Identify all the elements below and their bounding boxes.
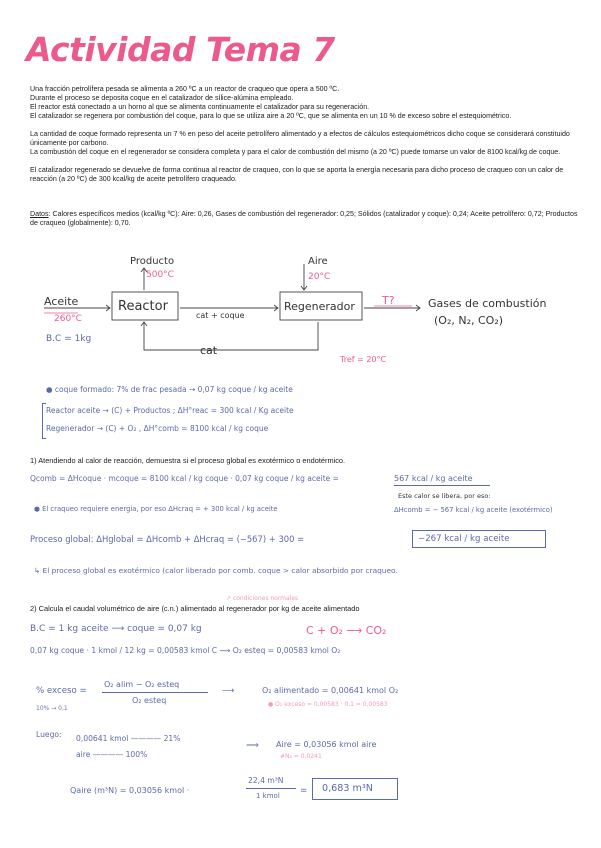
q2-exceso-lhs: % exceso =: [36, 686, 87, 696]
q1-result-underline: [394, 485, 490, 486]
regen-equation: Regenerador → (C) + O₂ , ΔH°comb = 8100 kcal / kg coque: [46, 424, 269, 433]
aire-temp: 20°C: [308, 272, 331, 282]
q2-exceso-num: O₂ alim − O₂ esteq: [104, 680, 180, 689]
q2-implies: ⟹: [246, 741, 259, 751]
t-unknown: T?: [382, 294, 395, 307]
statement-line-1: Una fracción petrolífera pesada se alimenta a 260 ºC a un reactor de craqueo que opera a 500 ºC.: [30, 85, 340, 93]
regenerador-label: Regenerador: [284, 300, 355, 313]
base-calculo: B.C = 1kg: [46, 334, 92, 344]
q1-dhcomb: ΔHcomb = − 567 kcal / kg aceite (exotérmico): [394, 506, 553, 514]
q2-qaire-result: 0,683 m³N: [322, 783, 373, 794]
statement-line-6: La combustión del coque en el regenerador se considera completa y para el calor de combustión del mismo (a 20 ºC) puede tomarse un valor de 8100 kcal/kg de coque.: [30, 148, 561, 156]
flow-mid-label: cat + coque: [196, 311, 245, 320]
q1-conclusion: ↳ El proceso global es exotérmico (calor liberado por comb. coque > calor absorbido por craqueo.: [34, 566, 398, 575]
q2-exceso-den: O₂ esteq: [132, 696, 167, 705]
q2-reaction: C + O₂ ⟶ CO₂: [306, 624, 387, 637]
q2-arrow: ⟶: [222, 686, 235, 696]
q1-craqueo-note: ● El craqueo requiere energía, por eso ΔHcraq = + 300 kcal / kg aceite: [34, 505, 278, 513]
page-title: Actividad Tema 7: [26, 30, 335, 69]
producto-label: Producto: [130, 256, 175, 267]
statement-line-4: El catalizador se regenera por combustión del coque, para lo que se utiliza aire a 20 ºC, que se alimenta en un 10 % de exceso sobre el estequiométrico.: [30, 112, 512, 120]
q2-exceso-fraction-bar: [102, 692, 208, 693]
q2-question: 2) Calcula el caudal volumétrico de aire (c.n.) alimentado al regenerador por kg de aceite alimentado: [30, 604, 360, 613]
aceite-temp: 260°C: [54, 314, 82, 324]
tref-label: Tref = 20°C: [340, 355, 387, 364]
q2-equals: =: [300, 786, 308, 796]
q2-qaire-line: Qaire (m³N) = 0,03056 kmol ·: [70, 786, 190, 795]
q1-qcomb-line: Qcomb = ΔHcoque · mcoque = 8100 kcal / kg coque · 0,07 kg coque / kg aceite =: [30, 474, 339, 483]
q2-aire-result: Aire = 0,03056 kmol aire: [276, 740, 377, 749]
aire-label: Aire: [308, 256, 328, 267]
datos-text: : Calores específicos medios (kcal/kg ºC): Aire: 0,26, Gases de combustión del regenerador: 0,25; Sólidos (catalizador y coque): 0,24; Aceite petrolífero: 0,72; Productos de craqueo (globalmente): 0,70.: [30, 210, 578, 227]
equations-brace: [42, 403, 46, 439]
q2-o2-note: ● O₂ exceso = 0,00583 · 0,1 = 0,00583: [268, 701, 388, 708]
statement-line-3: El reactor está conectado a un horno al que se alimenta continuamente el catalizador para su regeneración.: [30, 103, 370, 111]
q2-n2-note: #N₂ = 0,0241: [280, 753, 322, 760]
q2-qaire-den: 1 kmol: [256, 792, 280, 800]
q2-rule-b: aire ———— 100%: [76, 750, 148, 759]
reactor-equation: Reactor aceite → (C) + Productos ; ΔH°reac = 300 kcal / Kg aceite: [46, 406, 294, 415]
q2-o2-alim: O₂ alimentado = 0,00641 kmol O₂: [262, 686, 399, 695]
q1-global-result: −267 kcal / kg aceite: [418, 534, 510, 544]
q2-qaire-num: 22,4 m³N: [248, 776, 284, 785]
producto-temp: 500°C: [146, 270, 174, 280]
coque-note: ● coque formado: 7% de frac pesada → 0,07 kg coque / kg aceite: [46, 385, 293, 394]
gases-composition: (O₂, N₂, CO₂): [434, 314, 504, 327]
datos-label: Datos: [30, 210, 49, 218]
statement-line-5: La cantidad de coque formado representa un 7 % en peso del aceite petrolífero alimentado y a efectos de cálculos estequiométricos dicho coque se considerará constituido únicamente por carbono.: [30, 130, 570, 147]
datos-paragraph: [30, 210, 580, 227]
q1-global-line: Proceso global: ΔHglobal = ΔHcomb + ΔHcraq = (−567) + 300 =: [30, 534, 305, 544]
q2-mol-line: 0,07 kg coque · 1 kmol / 12 kg = 0,00583 kmol C ⟿ O₂ esteq = 0,00583 kmol O₂: [30, 646, 341, 655]
q2-bc-line: B.C = 1 kg aceite ⟶ coque = 0,07 kg: [30, 624, 202, 634]
q2-exceso-small: 10% → 0,1: [36, 705, 68, 712]
reactor-label: Reactor: [118, 299, 168, 314]
gases-label: Gases de combustión: [428, 297, 547, 310]
q1-calor-note: Este calor se libera, por eso:: [398, 492, 491, 500]
cat-return-line: [144, 322, 318, 350]
statement-line-2: Durante el proceso se deposita coque en el catalizador de sílice-alúmina empleado.: [30, 94, 294, 102]
q2-qaire-fraction-bar: [246, 788, 296, 789]
q1-qcomb-result: 567 kcal / kg aceite: [394, 474, 473, 483]
q2-rule-a: 0,00641 kmol ———— 21%: [76, 734, 181, 743]
aceite-label: Aceite: [44, 295, 79, 308]
statement-line-7: El catalizador regenerado se devuelve de forma continua al reactor de craqueo, con lo que se aporta la energía necesaria para dicho proceso de craqueo con un calor de reacción (a 20 ºC) de 300 kcal/kg de aceite petrolífero craqueado.: [30, 166, 564, 183]
q2-cn-note: ↗ condiciones normales: [226, 595, 299, 602]
cat-return-label: cat: [200, 344, 218, 357]
q1-question: 1) Atendiendo al calor de reacción, demuestra si el proceso global es exotérmico o endotérmico.: [30, 456, 346, 465]
q2-luego: Luego:: [36, 730, 62, 739]
